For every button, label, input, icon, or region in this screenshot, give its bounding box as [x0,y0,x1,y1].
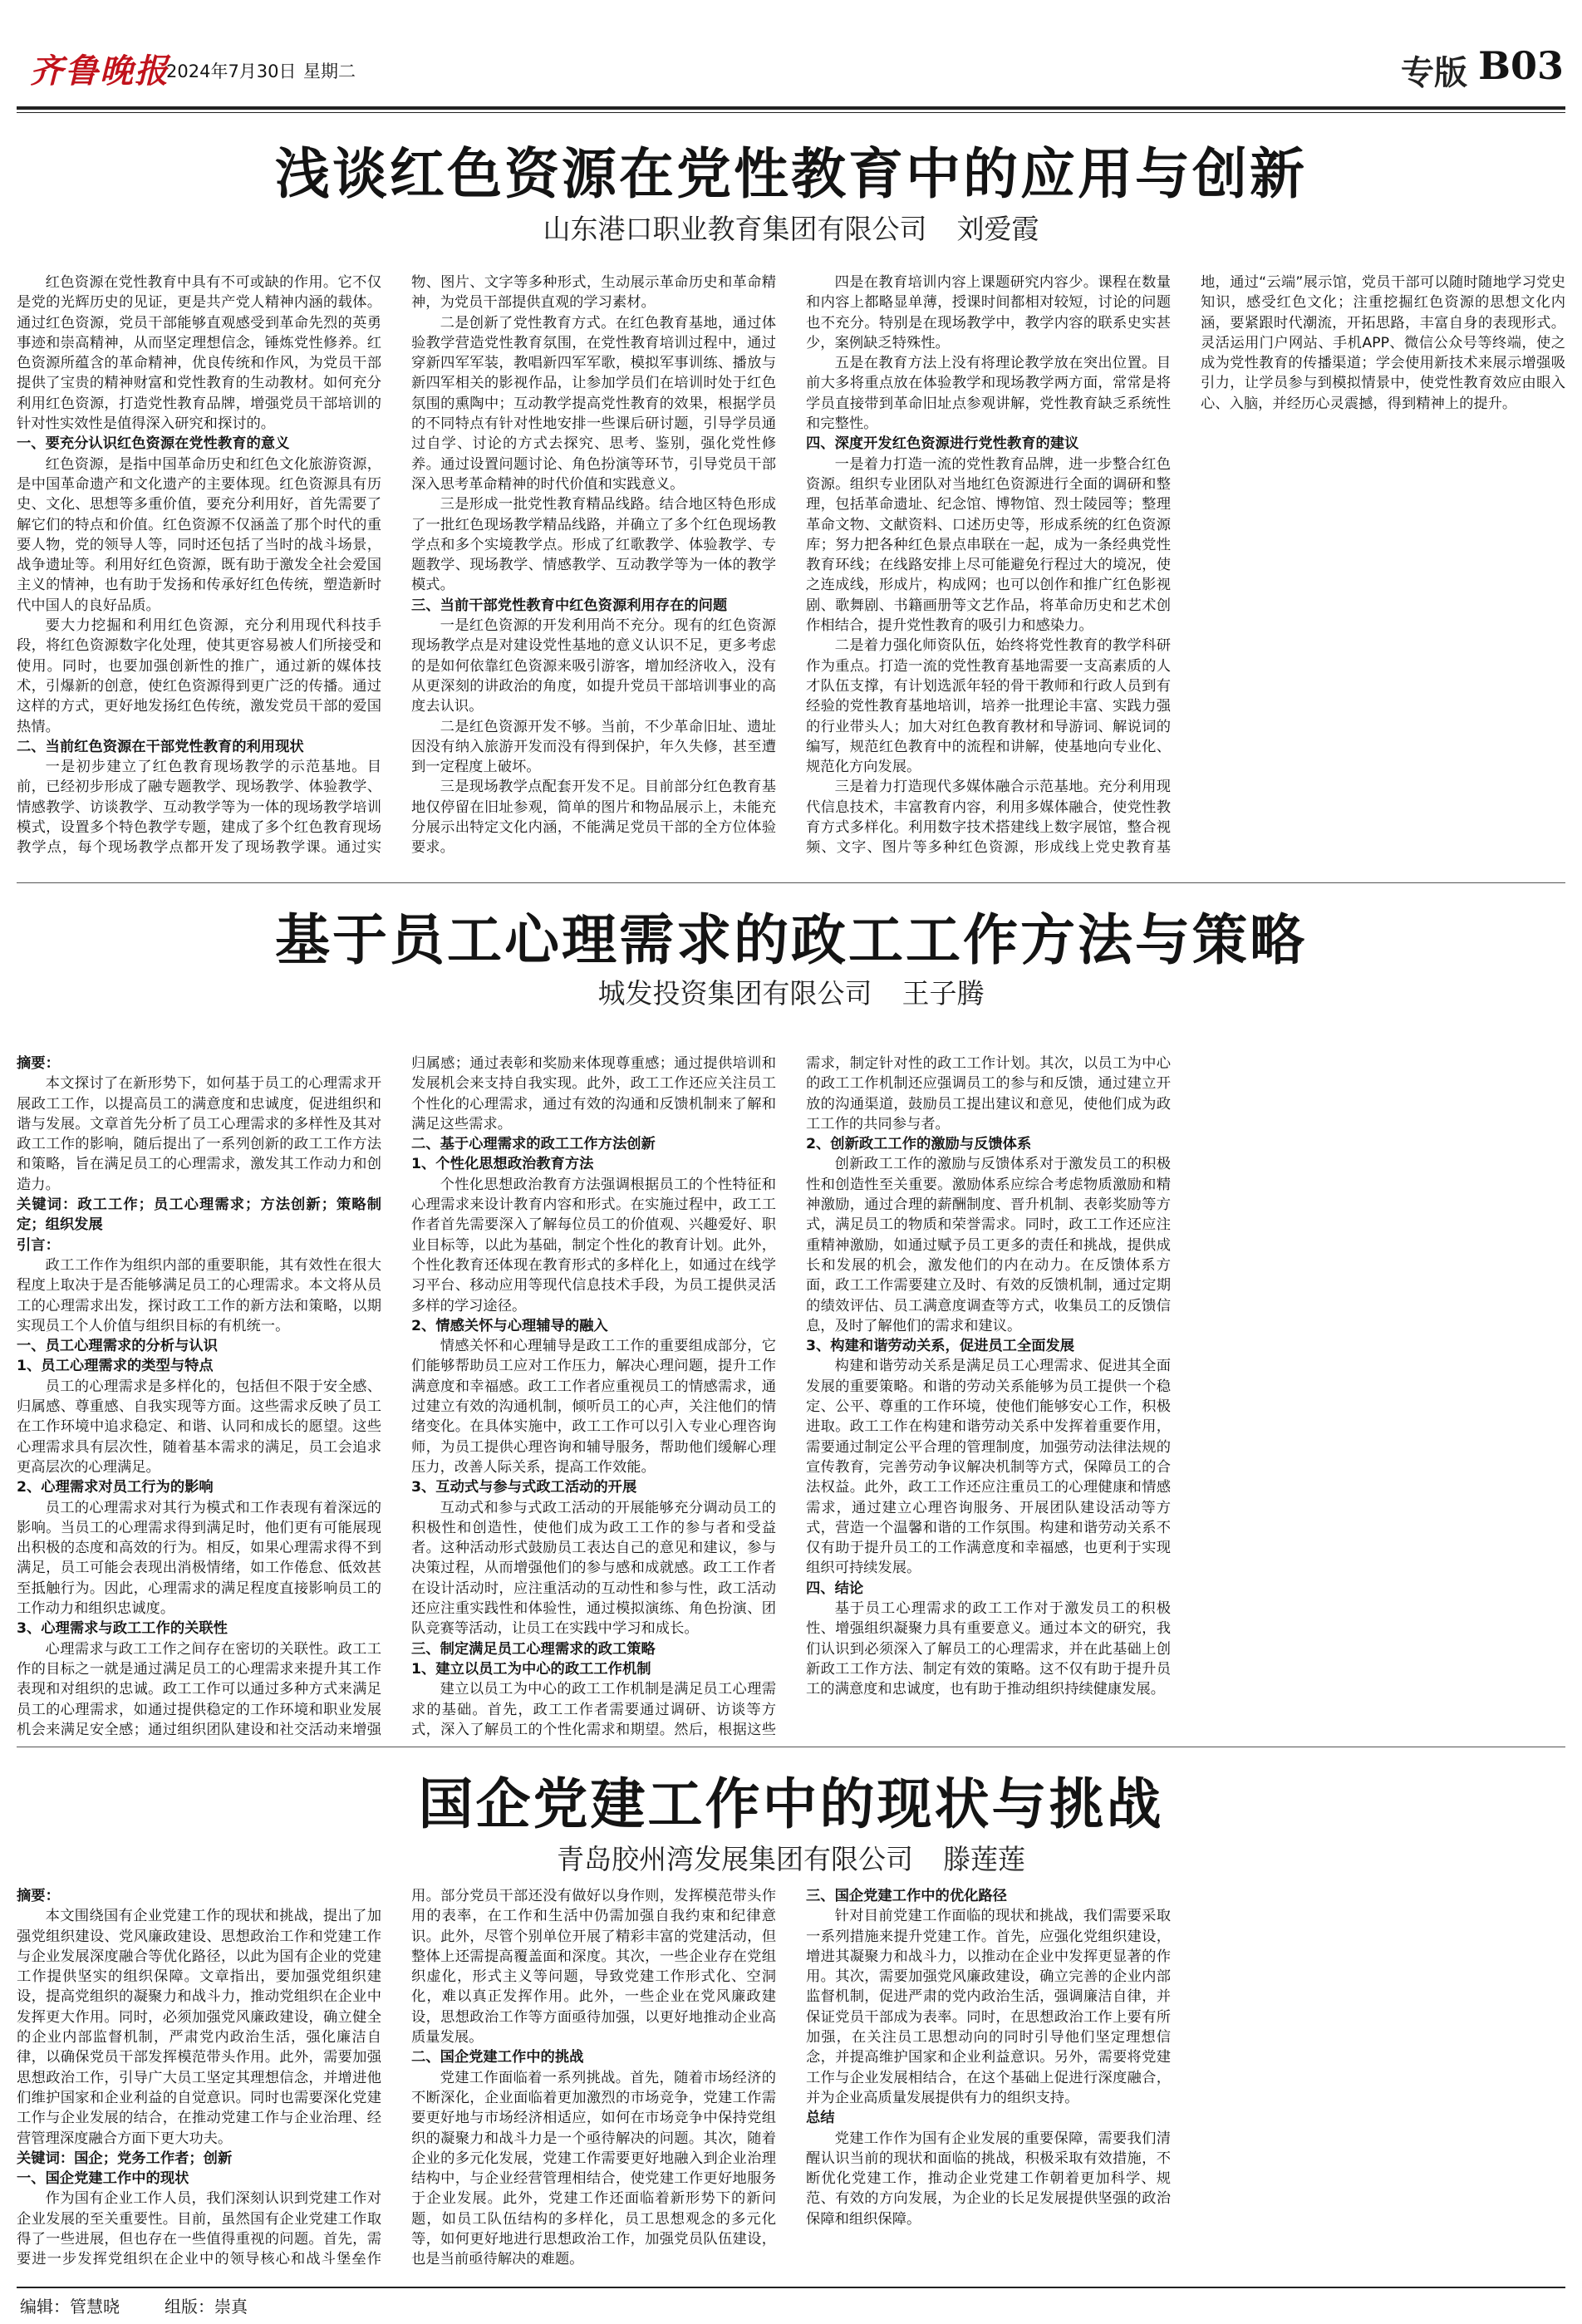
section-heading: 总结 [806,2110,835,2127]
editor-credit: 编辑：管慧晓 [20,2297,120,2317]
paragraph: 党建工作作为国有企业发展的重要保障，需要我们清醒认识当前的现状和面临的挑战，积极采取有效措施，不断优化党建工作，推动企业党建工作朝着更加科学、规范、有效的方向发展，为企业的长足发展提供坚强的政治保障和组织保障。 [806,2130,1171,2228]
paragraph: 红色资源，是指中国革命历史和红色文化旅游资源，是中国革命遗产和文化遗产的主要体现。红色资源具有历史、文化、思想等多重价值，要充分利用好，首先需要了解它们的特点和价值。红色资源不仅涵盖了那个时代的重要人物，党的领导人等，同时还包括了当时的战斗场景，战争遗址等。利用好红色资源，既有助于激发全社会爱国主义的情神，也有助于发扬和传承好红色传统，塑造新时代中国人的良好品质。 [17,455,381,614]
article-title: 基于员工心理需求的政工工作方法与策略 [275,907,1307,972]
issue-weekday: 星期二 [303,61,356,81]
article-byline [17,972,1565,1011]
page-number: B03 [1478,43,1564,88]
paragraph: 红色资源在党性教育中具有不可或缺的作用。它不仅是党的光辉历史的见证，更是共产党人精神内涵的载体。通过红色资源，党员干部能够直观感受到革命先烈的英勇事迹和崇高精神，从而坚定理想信念，锤炼党性修养。红色资源所蕴含的革命精神，优良传统和作风，为党员干部提供了宝贵的精神财富和党性教育的生动教材。如何充分利用红色资源，打造党性教育品牌，增强党员干部培训的针对性实效性是值得深入研究和探讨的。 [17,274,381,433]
article-employee-psychology [17,896,1565,1747]
section-heading: 一、国企党建工作中的现状 [17,2170,189,2188]
paragraph: 政工工作作为组织内部的重要职能，其有效性在很大程度上取决于是否能够满足员工的心理需求。本文将从员工的心理需求出发，探讨政工工作的新方法和策略，以期实现员工个人价值与组织目标的有机统一。 [17,1256,381,1334]
paragraph: 二是红色资源开发不够。当前，不少革命旧址、遗址因没有纳入旅游开发而没有得到保护，年久失修，甚至遭到一定程度上破坏。 [411,718,776,776]
paragraph: 三是形成一批党性教育精品线路。结合地区特色形成了一批红色现场教学精品线路，并确立了多个红色现场教学点和多个实境教学点。形成了红歌教学、体验教学、专题教学、现场教学、情感教学、互动教学等为一体的教学模式。 [411,496,776,594]
author-name: 滕莲莲 [943,1843,1025,1875]
abstract-label: 摘要： [17,1888,60,1904]
paragraph: 一是红色资源的开发利用尚不充分。现有的红色资源现场教学点是对建设党性基地的意义认识不足，更多考虑的是如何依靠红色资源来吸引游客，增加经济收入，没有从更深刻的讲政治的角度，如提升党员干部培训事业的高度去认识。 [411,617,776,715]
section-heading: 二、基于心理需求的政工工作方法创新 [411,1136,656,1153]
designer-credit: 组版：崇真 [165,2297,248,2317]
section-label: 专版 [1401,53,1467,92]
header-rule-thin [17,112,1565,113]
section-heading: 3、心理需求与政工工作的关联性 [17,1620,228,1638]
paragraph: 基于员工心理需求的政工工作对于激发员工的积极性、增强组织凝聚力具有重要意义。通过本文的研究，我们认识到必须深入了解员工的心理需求，并在此基础上创新政工工作方法、制定有效的策略。这不仅有助于提升员工的满意度和忠诚度，也有助于推动组织持续健康发展。 [806,1600,1171,1698]
paragraph: 针对目前党建工作面临的现状和挑战，我们需要采取一系列措施来提升党建工作。首先，应强化党组织建设，增进其凝聚力和战斗力，以推动在企业中发挥更显著的作用。其次，需要加强党风廉政建设，确立完善的企业内部监督机制，促进严肃的党内政治生活，强调廉洁自律，并保证党员干部成为表率。同时，在思想政治工作上要有所加强，在关注员工思想动向的同时引导他们坚定理想信念，并提高维护国家和企业利益意识。另外，需要将党建工作与企业发展相结合，在这个基础上促进行深度融合，并为企业高质量发展提供有力的组织支持。 [806,1908,1171,2106]
newspaper-logo: 齐鲁晚报 [30,52,170,91]
section-heading: 一、要充分认识红色资源在党性教育的意义 [17,435,290,453]
abstract-label: 引言： [17,1236,60,1254]
paragraph: 创新政工工作的激励与反馈体系对于激发员工的积极性和创造性至关重要。激励体系应综合考虑物质激励和精神激励，通过合理的薪酬制度、晋升机制、表彰奖励等方式，满足员工的物质和荣誉需求。同时，政工工作还应注重精神激励，如通过赋予员工更多的责任和挑战，提供成长和发展的机会，激发他们的内在动力。在反馈体系方面，政工工作需要建立及时、有效的反馈机制，通过定期的绩效评估、员工满意度调查等方式，收集员工的反馈信息，及时了解他们的需求和建议。 [806,1156,1171,1334]
article-divider [17,882,1565,883]
section-heading: 三、当前干部党性教育中红色资源利用存在的问题 [411,597,728,614]
page-footer [17,2287,1565,2317]
section-heading: 1、建立以员工为中心的政工工作机制 [411,1660,651,1678]
paragraph: 构建和谐劳动关系是满足员工心理需求、促进其全面发展的重要策略。和谐的劳动关系能够为员工提供一个稳定、公平、尊重的工作环境，使他们能够安心工作，积极进取。政工工作在构建和谐劳动关系中发挥着重要作用，需要通过制定公平合理的管理制度，加强劳动法律法规的宣传教育，完善劳动争议解决机制等方式，保障员工的合法权益。此外，政工工作还应注重员工的心理健康和情感需求，通过建立心理咨询服务、开展团队建设活动等方式，营造一个温馨和谐的工作氛围。构建和谐劳动关系不仅有助于提升员工的工作满意度和幸福感，也更利于实现组织可持续发展。 [806,1358,1171,1577]
issue-date: 2024年7月30日 [166,61,297,81]
author-organization: 青岛胶州湾发展集团有限公司 [557,1843,913,1875]
article-title: 浅谈红色资源在党性教育中的应用与创新 [275,141,1307,206]
paragraph: 作为国有企业工作人员，我们深刻认识到党建工作对企业发展的至关重要性。目前，虽然国有企业党建工作取得了一些进展，但也存在一些值得重视的问题。首先，需要进一步发挥党组织在企业中的领导核心和战斗堡垒作用。部分党员干部还没有做好以身作则，发挥模范带头作用的表率，在工作和生活中仍需加强自我约束和纪律意识。此外，尽管个别单位开展了精彩丰富的党建活动，但整体上还需提高覆盖面和深度。其次，一些企业存在党组织虚化，形式主义等问题，导致党建工作形式化、空洞化，难以真正发挥作用。此外，一些企业在党风廉政建设，思想政治工作等方面亟待加强，以更好地推动企业高质量发展。 [17,1888,776,2268]
section-heading: 2、心理需求对员工行为的影响 [17,1479,214,1496]
article-body [17,1054,1565,1743]
section-heading: 二、国企党建工作中的挑战 [411,2049,584,2066]
article-red-resources [17,125,1565,877]
section-heading: 一、员工心理需求的分析与认识 [17,1338,218,1355]
author-name: 刘爱霞 [956,213,1039,245]
paragraph: 一是着力打造一流的党性教育品牌，进一步整合红色资源。组织专业团队对当地红色资源进行全面的调研和整理，包括革命遗址、纪念馆、博物馆、烈士陵园等；整理革命文物、文献资料、口述历史等，形成系统的红色资源库；努力把各种红色景点串联在一起，成为一条经典党性教育环线；在线路安排上尽可能避免行程过大的境况，使之连成线，形成片，构成网；也可以创作和推广红色影视剧、歌舞剧、书籍画册等文艺作品，将革命历史和艺术创作相结合，提升党性教育的吸引力和感染力。 [806,455,1171,635]
page-header [17,40,1565,106]
section-heading: 三、国企党建工作中的优化路径 [806,1888,1007,1904]
paragraph: 二是着力强化师资队伍，始终将党性教育的教学科研作为重点。打造一流的党性教育基地需要一支高素质的人才队伍支撑，有计划选派年轻的骨干教师和行政人员到有经验的党性教育基地培训，培养一批理论丰富、实践力强的行业带头人；加大对红色教育教材和导游词、解说词的编写，规范红色教育中的流程和讲解，使基地向专业化、规范化方向发展。 [806,637,1171,776]
section-heading: 3、构建和谐劳动关系，促进员工全面发展 [806,1338,1075,1355]
paragraph: 党建工作面临着一系列挑战。首先，随着市场经济的不断深化，企业面临着更加激烈的市场竞争，党建工作需要更好地与市场经济相适应，如何在市场竞争中保持党组织的凝聚力和战斗力是一个亟待解决的问题。其次，随着企业的多元化发展，党建工作需要更好地融入到企业治理结构中，与企业经营管理相结合，使党建工作更好地服务于企业发展。此外，党建工作还面临着新形势下的新问题，如员工队伍结构的多样化，员工思想观念的多元化等，如何更好地进行思想政治工作，加强党员队伍建设，也是当前亟待解决的难题。 [411,2069,776,2268]
footer-rule [17,2287,1565,2288]
paragraph: 本文探讨了在新形势下，如何基于员工的心理需求开展政工工作，以提高员工的满意度和忠诚度，促进组织和谐与发展。文章首先分析了员工心理需求的多样性及其对政工工作的影响，随后提出了一系列创新的政工工作方法和策略，旨在满足员工的心理需求，激发其工作动力和创造力。 [17,1075,381,1193]
article-byline [17,208,1565,247]
paragraph: 一是初步建立了红色教育现场教学的示范基地。目前，已经初步形成了融专题教学、现场教学、体验教学、情感教学、访谈教学、互动教学等为一体的现场教学培训模式，设置多个特色教学专题，建成了多个红色教育现场教学点，每个现场教学点都开发了现场教学课。通过实物、图片、文字等多种形式，生动展示革命历史和革命精神，为党员干部提供直观的学习素材。 [17,274,776,857]
paragraph: 本文围绕国有企业党建工作的现状和挑战，提出了加强党组织建设、党风廉政建设、思想政治工作和党建工作与企业发展深度融合等优化路径，以此为国有企业的党建工作提供坚实的组织保障。文章指出，要加强党组织建设，提高党组织的凝聚力和战斗力，推动党组织在企业中发挥更大作用。同时，必须加强党风廉政建设，确立健全的企业内部监督机制，严肃党内政治生活，强化廉洁自律，以确保党员干部发挥模范带头作用。此外，需要加强思想政治工作，引导广大员工坚定其理想信念，并增进他们维护国家和企业利益的自觉意识。同时也需要深化党建工作与企业发展的结合，在推动党建工作与企业治理、经营管理深度融合方面下更大功夫。 [17,1908,381,2147]
article-soe-party-building [17,1753,1565,2280]
paragraph: 四是在教育培训内容上课题研究内容少。课程在数量和内容上都略显单薄，授课时间都相对较短，讨论的问题也不充分。特别是在现场教学中，教学内容的联系史实甚少，案例缺乏特殊性。 [806,274,1171,351]
paragraph: 心理需求与政工工作之间存在密切的关联性。政工工作的目标之一就是通过满足员工的心理需求来提升其工作表现和对组织的忠诚。政工工作可以通过多种方式来满足员工的心理需求，如通过提供稳定的工作环境和职业发展机会来满足安全感；通过组织团队建设和社交活动来增强归属感；通过表彰和奖励来体现尊重感；通过提供培训和发展机会来支持自我实现。此外，政工工作还应关注员工个性化的心理需求，通过有效的沟通和反馈机制来了解和满足这些需求。 [17,1055,776,1738]
section-heading: 2、创新政工工作的激励与反馈体系 [806,1136,1032,1153]
paragraph: 三是着力打造现代多媒体融合示范基地。充分利用现代信息技术，丰富教育内容，利用多媒体融合，使党性教育方式多样化。利用数字技术搭建线上数字展馆，整合视频、文字、图片等多种红色资源，形成线上党史教育基地，通过“云端”展示馆，党员干部可以随时随地学习党史知识，感受红色文化；注重挖掘红色资源的思想文化内涵，要紧跟时代潮流，开拓思路，丰富自身的表现形式。灵活运用门户网站、手机APP、微信公众号等终端，使之成为党性教育的传播渠道；学会使用新技术来展示增强吸引力，让学员参与到模拟情景中，使党性教育效应由眼入心、入脑，并经历心灵震撼，得到精神上的提升。 [806,274,1565,857]
paragraph: 情感关怀和心理辅导是政工工作的重要组成部分，它们能够帮助员工应对工作压力，解决心理问题，提升工作满意度和幸福感。政工工作者应重视员工的情感需求，通过建立有效的沟通机制，倾听员工的心声，关注他们的情绪变化。在具体实施中，政工工作可以引入专业心理咨询师，为员工提供心理咨询和辅导服务，帮助他们缓解心理压力，改善人际关系，提高工作效能。 [411,1338,776,1476]
section-heading: 1、员工心理需求的类型与特点 [17,1358,214,1375]
section-heading: 四、结论 [806,1580,864,1597]
paragraph: 互动式和参与式政工活动的开展能够充分调动员工的积极性和创造性，使他们成为政工工作的参与者和受益者。这种活动形式鼓励员工表达自己的意见和建议，参与决策过程，从而增强他们的参与感和成就感。政工工作者在设计活动时，应注重活动的互动性和参与性，政工活动还应注重实践性和体验性，通过模拟演练、角色扮演、团队竞赛等活动，让员工在实践中学习和成长。 [411,1499,776,1638]
abstract-label: 摘要： [17,1055,60,1072]
paragraph: 员工的心理需求是多样化的，包括但不限于安全感、归属感、尊重感、自我实现等方面。这些需求反映了员工在工作环境中追求稳定、和谐、认同和成长的愿望。这些心理需求具有层次性，随着基本需求的满足，员工会追求更高层次的心理满足。 [17,1378,381,1476]
abstract-label: 关键词：政工工作；员工心理需求；方法创新；策略制定；组织发展 [17,1196,381,1234]
article-title: 国企党建工作中的现状与挑战 [418,1771,1164,1836]
section-heading: 2、情感关怀与心理辅导的融入 [411,1317,608,1334]
paragraph: 三是现场教学点配套开发不足。目前部分红色教育基地仅停留在旧址参观，简单的图片和物品展示上，未能充分展示出特定文化内涵，不能满足党员干部的全方位体验要求。 [411,779,776,857]
paragraph: 五是在教育方法上没有将理论教学放在突出位置。目前大多将重点放在体验教学和现场教学两方面，常常是将学员直接带到革命旧址点参观讲解，党性教育缺乏系统性和完整性。 [806,355,1171,433]
header-rule [17,106,1565,110]
paragraph: 要大力挖掘和利用红色资源，充分利用现代科技手段，将红色资源数字化处理，使其更容易被人们所接受和使用。同时，也要加强创新性的推广，通过新的媒体技术，引爆新的创意，使红色资源得到更广泛的传播。通过这样的方式，更好地发扬红色传统，激发党员干部的爱国热情。 [17,617,381,735]
section-heading: 二、当前红色资源在干部党性教育的利用现状 [17,738,304,755]
section-heading: 四、深度开发红色资源进行党性教育的建议 [806,435,1079,453]
article-body [17,1886,1565,2278]
section-heading: 1、个性化思想政治教育方法 [411,1156,594,1173]
section-heading: 3、互动式与参与式政工活动的开展 [411,1479,637,1496]
author-organization: 城发投资集团有限公司 [597,977,872,1010]
paragraph: 员工的心理需求对其行为模式和工作表现有着深远的影响。当员工的心理需求得到满足时，他们更有可能展现出积极的态度和高效的行为。相反，如果心理需求得不到满足，员工可能会表现出消极情绪，如工作倦怠、低效甚至抵触行为。因此，心理需求的满足程度直接影响员工的工作动力和组织忠诚度。 [17,1499,381,1618]
paragraph: 二是创新了党性教育方式。在红色教育基地，通过体验教学营造党性教育氛围，在党性教育培训过程中，通过穿新四军军装，教唱新四军军歌，模拟军事训练、播放与新四军相关的影视作品，让参加学员们在培训时处于红色氛围的熏陶中；互动教学提高党性教育的效果，根据学员的不同特点有针对性地安排一些课后研讨题，引导学员通过自学、讨论的方式去探究、思考、鉴别，强化党性修养。通过设置问题讨论、角色扮演等环节，引导党员干部深入思考革命精神的时代价值和实践意义。 [411,314,776,493]
abstract-label: 关键词：国企；党务工作者；创新 [17,2150,233,2167]
paragraph: 建立以员工为中心的政工工作机制是满足员工心理需求的基础。首先，政工工作者需要通过调研、访谈等方式，深入了解员工的个性化需求和期望。然后，根据这些需求，制定针对性的政工工作计划。其次，以员工为中心的政工工作机制还应强调员工的参与和反馈，通过建立开放的沟通渠道，鼓励员工提出建议和意见，使他们成为政工工作的共同参与者。 [411,1055,1171,1738]
paragraph: 个性化思想政治教育方法强调根据员工的个性特征和心理需求来设计教育内容和形式。在实施过程中，政工工作者首先需要深入了解每位员工的价值观、兴趣爱好、职业目标等，以此为基础，制定个性化的教育计划。此外，个性化教育还体现在教育形式的多样化上，如通过在线学习平台、移动应用等现代信息技术手段，为员工提供灵活多样的学习途径。 [411,1176,776,1314]
article-body [17,273,1565,872]
section-heading: 三、制定满足员工心理需求的政工策略 [411,1640,656,1658]
author-organization: 山东港口职业教育集团有限公司 [543,213,927,245]
article-byline [17,1838,1565,1877]
author-name: 王子腾 [902,977,985,1010]
